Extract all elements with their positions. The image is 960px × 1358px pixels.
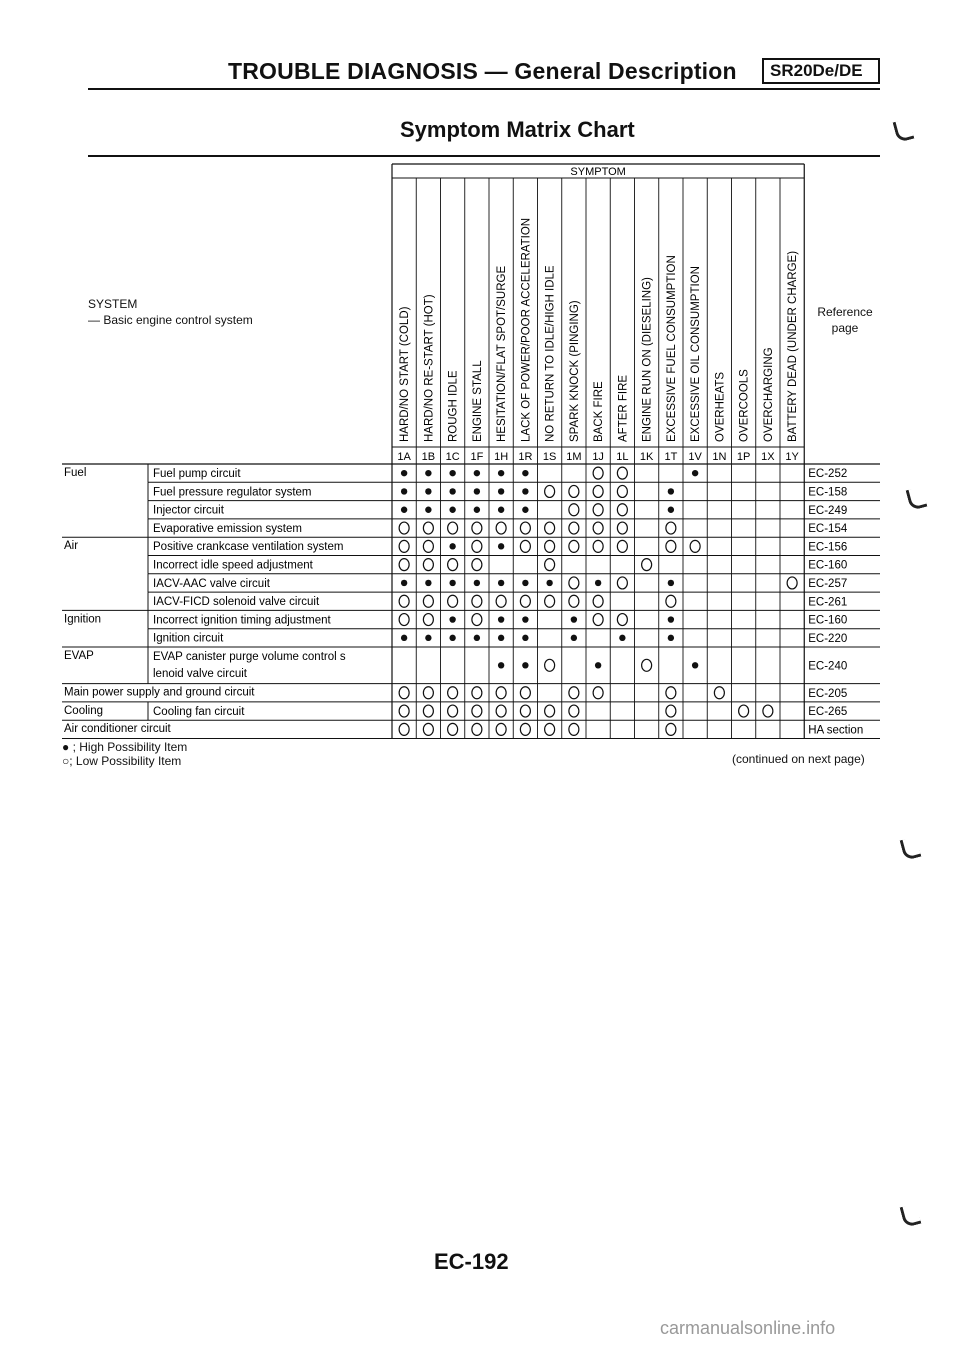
low-possibility-mark (520, 687, 530, 699)
high-possibility-mark (474, 488, 480, 494)
legend-low: ○; Low Possibility Item (62, 754, 182, 768)
high-possibility-mark (595, 662, 601, 668)
reference-page: EC-261 (808, 596, 848, 609)
high-possibility-mark (498, 662, 504, 668)
engine-model-badge: SR20De/DE (762, 58, 880, 84)
low-possibility-mark (399, 595, 409, 607)
low-possibility-mark (423, 522, 433, 534)
low-possibility-mark (569, 540, 579, 552)
high-possibility-mark (546, 580, 552, 586)
system-label-line1: SYSTEM (88, 297, 138, 311)
system-item-label: Incorrect ignition timing adjustment (153, 614, 331, 627)
reference-page: EC-156 (808, 541, 848, 554)
system-item-label: IACV-AAC valve circuit (153, 577, 270, 590)
low-possibility-mark (399, 723, 409, 735)
high-possibility-mark (668, 616, 674, 622)
low-possibility-mark (399, 522, 409, 534)
low-possibility-mark (569, 595, 579, 607)
system-item-label: Cooling fan circuit (153, 705, 245, 718)
low-possibility-mark (472, 723, 482, 735)
system-group-label: Ignition (64, 613, 102, 626)
reference-page: EC-257 (808, 577, 848, 590)
symptom-code: 1V (688, 451, 702, 463)
low-possibility-mark (714, 687, 724, 699)
low-possibility-mark (496, 723, 506, 735)
low-possibility-mark (496, 595, 506, 607)
reference-page: EC-249 (808, 504, 848, 517)
low-possibility-mark (423, 687, 433, 699)
low-possibility-mark (593, 504, 603, 516)
symptom-name: EXCESSIVE FUEL CONSUMPTION (665, 255, 678, 442)
symptom-name: OVERCOOLS (738, 369, 751, 442)
symptom-name: HARD/NO START (COLD) (399, 306, 412, 442)
high-possibility-mark (449, 635, 455, 641)
system-label-line2: — Basic engine control system (88, 313, 253, 327)
symptom-code: 1K (639, 451, 654, 463)
high-possibility-mark (401, 635, 407, 641)
system-item-label: EVAP canister purge volume control s (153, 651, 346, 663)
low-possibility-mark (617, 467, 627, 479)
high-possibility-mark (692, 662, 698, 668)
reference-page: EC-205 (808, 687, 848, 700)
high-possibility-mark (498, 635, 504, 641)
low-possibility-mark (763, 705, 773, 717)
low-possibility-mark (739, 705, 749, 717)
symptom-code: 1Y (785, 451, 799, 463)
low-possibility-mark (423, 540, 433, 552)
low-possibility-mark (642, 559, 652, 571)
symptom-code: 1J (592, 451, 604, 463)
system-group-label: Main power supply and ground circuit (64, 686, 255, 699)
low-possibility-mark (423, 723, 433, 735)
high-possibility-mark (401, 580, 407, 586)
system-item-label: Fuel pressure regulator system (153, 486, 312, 499)
low-possibility-mark (496, 687, 506, 699)
high-possibility-mark (522, 470, 528, 476)
chart-title: Symptom Matrix Chart (400, 117, 635, 142)
low-possibility-mark (448, 595, 458, 607)
system-group-label: Air (64, 540, 79, 553)
high-possibility-mark (571, 616, 577, 622)
symptom-name: BACK FIRE (593, 381, 606, 442)
symptom-code: 1M (566, 451, 582, 463)
system-group-label: Fuel (64, 467, 87, 479)
low-possibility-mark (666, 723, 676, 735)
reference-page: EC-160 (808, 614, 848, 627)
system-group-label: Air conditioner circuit (64, 723, 171, 736)
low-possibility-mark (423, 559, 433, 571)
symptom-code: 1F (470, 451, 484, 463)
high-possibility-mark (668, 507, 674, 513)
system-item-label: Positive crankcase ventilation system (153, 541, 344, 554)
low-possibility-mark (520, 540, 530, 552)
low-possibility-mark (617, 614, 627, 626)
low-possibility-mark (593, 540, 603, 552)
low-possibility-mark (569, 577, 579, 589)
symptom-name: AFTER FIRE (617, 374, 630, 442)
high-possibility-mark (619, 635, 625, 641)
high-possibility-mark (474, 580, 480, 586)
high-possibility-mark (498, 507, 504, 513)
high-possibility-mark (498, 543, 504, 549)
high-possibility-mark (425, 635, 431, 641)
low-possibility-mark (399, 559, 409, 571)
low-possibility-mark (617, 504, 627, 516)
low-possibility-mark (399, 614, 409, 626)
reference-page: EC-160 (808, 559, 848, 572)
symptom-name: ROUGH IDLE (447, 370, 460, 442)
legend (62, 740, 187, 768)
symptom-name: ENGINE RUN ON (DIESELING) (641, 277, 654, 442)
low-possibility-mark (593, 614, 603, 626)
low-possibility-mark (593, 687, 603, 699)
low-possibility-mark (545, 522, 555, 534)
low-possibility-mark (642, 659, 652, 671)
page-header-title: TROUBLE DIAGNOSIS — General Description (228, 58, 737, 84)
system-item-label: lenoid valve circuit (153, 668, 247, 680)
symptom-name: LACK OF POWER/POOR ACCELERATION (520, 217, 533, 442)
reference-page: EC-158 (808, 486, 848, 499)
low-possibility-mark (399, 705, 409, 717)
high-possibility-mark (449, 580, 455, 586)
high-possibility-mark (425, 470, 431, 476)
symptom-code: 1C (445, 451, 460, 463)
symptom-code: 1H (494, 451, 509, 463)
low-possibility-mark (448, 522, 458, 534)
symptom-name: HESITATION/FLAT SPOT/SURGE (496, 265, 509, 442)
low-possibility-mark (472, 540, 482, 552)
system-item-label: Fuel pump circuit (153, 468, 241, 480)
high-possibility-mark (522, 616, 528, 622)
symptom-name: SPARK KNOCK (PINGING) (568, 300, 581, 442)
low-possibility-mark (569, 504, 579, 516)
symptom-code: 1A (397, 451, 411, 463)
low-possibility-mark (496, 522, 506, 534)
low-possibility-mark (666, 595, 676, 607)
low-possibility-mark (545, 559, 555, 571)
low-possibility-mark (569, 723, 579, 735)
reference-page: EC-220 (808, 632, 848, 645)
low-possibility-mark (423, 614, 433, 626)
high-possibility-mark (522, 635, 528, 641)
high-possibility-mark (522, 580, 528, 586)
system-item-label: Incorrect idle speed adjustment (153, 559, 313, 572)
low-possibility-mark (593, 467, 603, 479)
low-possibility-mark (472, 705, 482, 717)
high-possibility-mark (425, 507, 431, 513)
reference-page: HA section (808, 724, 864, 737)
reference-label-line2: page (831, 321, 859, 335)
high-possibility-mark (668, 488, 674, 494)
low-possibility-mark (448, 723, 458, 735)
low-possibility-mark (593, 485, 603, 497)
system-item-label: Ignition circuit (153, 632, 224, 645)
symptom-code: 1X (761, 451, 775, 463)
reference-page: EC-252 (808, 468, 848, 481)
low-possibility-mark (617, 522, 627, 534)
low-possibility-mark (666, 540, 676, 552)
high-possibility-mark (571, 635, 577, 641)
low-possibility-mark (617, 577, 627, 589)
low-possibility-mark (545, 659, 555, 671)
high-possibility-mark (668, 635, 674, 641)
high-possibility-mark (498, 470, 504, 476)
symptom-name: ENGINE STALL (471, 360, 484, 442)
low-possibility-mark (423, 595, 433, 607)
high-possibility-mark (449, 543, 455, 549)
low-possibility-mark (399, 687, 409, 699)
symptom-name: OVERHEATS (714, 371, 727, 442)
low-possibility-mark (593, 522, 603, 534)
low-possibility-mark (448, 559, 458, 571)
scan-mark-icon (900, 836, 922, 861)
low-possibility-mark (593, 595, 603, 607)
low-possibility-mark (472, 614, 482, 626)
high-possibility-mark (522, 662, 528, 668)
high-possibility-mark (498, 616, 504, 622)
low-possibility-mark (690, 540, 700, 552)
symptom-code: 1L (616, 451, 629, 463)
high-possibility-mark (401, 470, 407, 476)
high-possibility-mark (522, 488, 528, 494)
system-item-label: Injector circuit (153, 504, 224, 517)
system-group-label: Cooling (64, 704, 103, 717)
continued-note: (continued on next page) (732, 752, 865, 766)
low-possibility-mark (787, 577, 797, 589)
low-possibility-mark (448, 705, 458, 717)
low-possibility-mark (399, 540, 409, 552)
low-possibility-mark (545, 595, 555, 607)
symptom-code: 1B (421, 451, 436, 463)
low-possibility-mark (617, 540, 627, 552)
high-possibility-mark (449, 616, 455, 622)
high-possibility-mark (474, 635, 480, 641)
system-item-label: IACV-FICD solenoid valve circuit (153, 596, 320, 609)
symptom-code: 1P (736, 451, 751, 463)
low-possibility-mark (472, 687, 482, 699)
low-possibility-mark (666, 522, 676, 534)
low-possibility-mark (569, 687, 579, 699)
low-possibility-mark (569, 485, 579, 497)
low-possibility-mark (520, 595, 530, 607)
high-possibility-mark (668, 580, 674, 586)
reference-page: EC-154 (808, 523, 848, 536)
low-possibility-mark (520, 705, 530, 717)
high-possibility-mark (498, 488, 504, 494)
symptom-name: HARD/NO RE-START (HOT) (423, 294, 436, 442)
high-possibility-mark (595, 580, 601, 586)
low-possibility-mark (617, 485, 627, 497)
system-item-label: Evaporative emission system (153, 522, 302, 535)
symptom-code: 1R (518, 451, 533, 463)
reference-page: EC-240 (808, 660, 848, 673)
low-possibility-mark (520, 522, 530, 534)
reference-page: EC-265 (808, 706, 848, 719)
low-possibility-mark (545, 723, 555, 735)
high-possibility-mark (425, 488, 431, 494)
low-possibility-mark (545, 540, 555, 552)
low-possibility-mark (448, 687, 458, 699)
high-possibility-mark (692, 470, 698, 476)
high-possibility-mark (401, 488, 407, 494)
low-possibility-mark (666, 687, 676, 699)
symptom-name: BATTERY DEAD (UNDER CHARGE) (787, 250, 800, 442)
low-possibility-mark (569, 522, 579, 534)
symptom-code: 1S (542, 451, 557, 463)
reference-label-line1: Reference (817, 305, 873, 319)
high-possibility-mark (522, 507, 528, 513)
low-possibility-mark (496, 705, 506, 717)
scan-mark-icon (900, 1203, 922, 1228)
symptom-name: NO RETURN TO IDLE/HIGH IDLE (544, 265, 557, 442)
symptom-header: SYMPTOM (570, 166, 626, 178)
watermark: carmanualsonline.info (660, 1318, 836, 1338)
high-possibility-mark (425, 580, 431, 586)
low-possibility-mark (472, 559, 482, 571)
low-possibility-mark (520, 723, 530, 735)
symptom-name: EXCESSIVE OIL CONSUMPTION (690, 266, 703, 442)
low-possibility-mark (423, 705, 433, 717)
symptom-code: 1T (664, 451, 678, 463)
low-possibility-mark (545, 485, 555, 497)
low-possibility-mark (545, 705, 555, 717)
high-possibility-mark (474, 507, 480, 513)
low-possibility-mark (472, 595, 482, 607)
high-possibility-mark (449, 470, 455, 476)
high-possibility-mark (449, 507, 455, 513)
page-number: EC-192 (434, 1249, 509, 1274)
low-possibility-mark (569, 705, 579, 717)
high-possibility-mark (474, 470, 480, 476)
low-possibility-mark (666, 705, 676, 717)
system-group-label: EVAP (64, 650, 94, 662)
high-possibility-mark (401, 507, 407, 513)
symptom-name: OVERCHARGING (762, 347, 775, 442)
low-possibility-mark (472, 522, 482, 534)
high-possibility-mark (498, 580, 504, 586)
legend-high: ● ; High Possibility Item (62, 740, 188, 754)
high-possibility-mark (449, 488, 455, 494)
symptom-code: 1N (712, 451, 727, 463)
